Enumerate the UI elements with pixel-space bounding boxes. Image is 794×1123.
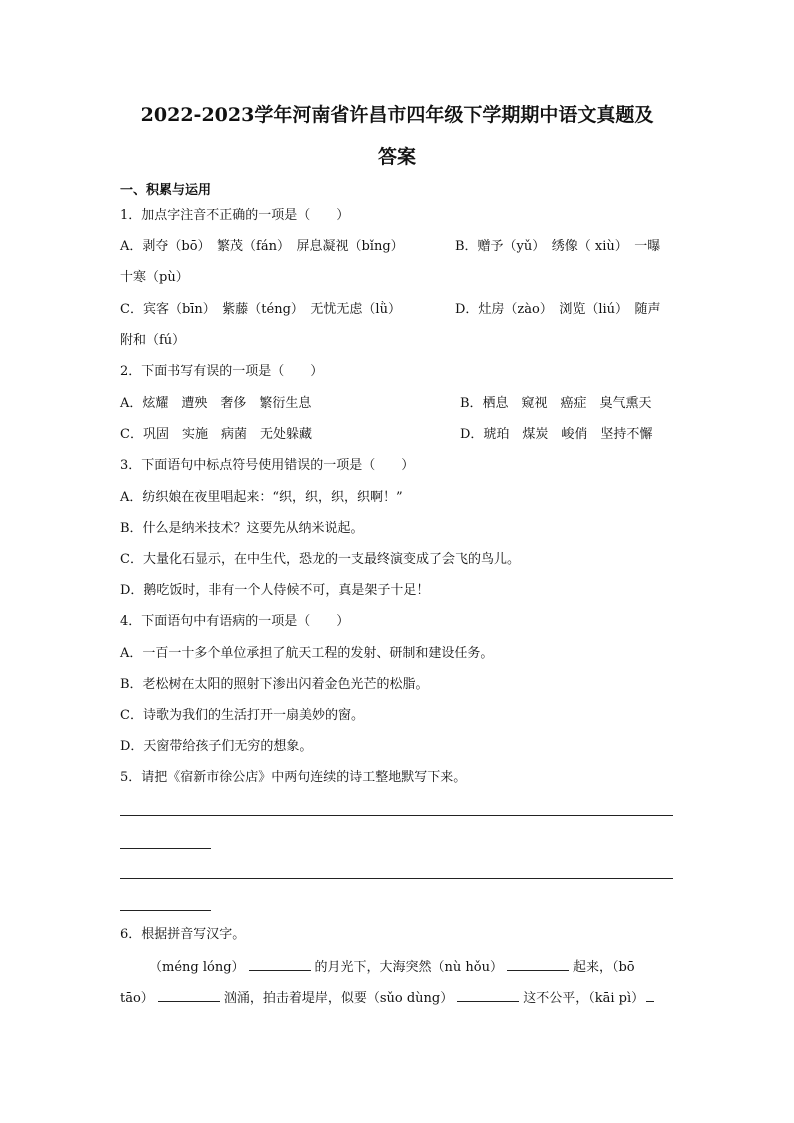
question-1-stem: 1．加点字注音不正确的一项是（ ） [120, 208, 350, 223]
question-3-option-b: B．什么是纳米技术？这要先从纳米说起。 [120, 521, 364, 536]
blank-4[interactable] [457, 987, 519, 1002]
question-2-option-d: D．琥珀 煤炭 峻俏 坚持不懈 [460, 427, 653, 442]
question-3-option-c: C．大量化石显示，在中生代，恐龙的一支最终演变成了会飞的鸟儿。 [120, 552, 520, 567]
question-2-option-a: A．炫耀 遭殃 奢侈 繁衍生息 [120, 396, 312, 411]
question-1-option-c: C．宾客（bīn） 紫藤（téng） 无忧无虑（lǜ） [120, 302, 401, 317]
question-1-option-d: D．灶房（zào） 浏览（liú） 随声 [455, 302, 661, 317]
blank-1[interactable] [249, 956, 311, 971]
question-4-option-b: B．老松树在太阳的照射下渗出闪着金色光芒的松脂。 [120, 677, 429, 692]
pinyin-menglong: （méng lóng） [149, 960, 245, 975]
question-6-passage-line-1 [149, 956, 635, 977]
question-1-option-d-continued: 附和（fú） [120, 333, 186, 348]
question-2-stem: 2．下面书写有误的一项是（ ） [120, 364, 324, 379]
answer-line-2[interactable] [120, 878, 673, 879]
answer-line-2-tail[interactable] [120, 910, 211, 911]
answer-line-1-tail[interactable] [120, 848, 211, 849]
passage-text-1: 的月光下，大海突然（nù hǒu） [314, 960, 503, 975]
passage-text-2: 起来，（bō [572, 960, 635, 975]
question-4-stem: 4．下面语句中有语病的一项是（ ） [120, 614, 350, 629]
document-title-line1: 2022-2023学年河南省许昌市四年级下学期期中语文真题及 [140, 104, 654, 126]
question-1-option-a: A．剥夺（bō） 繁茂（fán） 屏息凝视（bǐng） [120, 239, 404, 254]
question-4-option-c: C．诗歌为我们的生活打开一扇美妙的窗。 [120, 708, 364, 723]
question-3-option-a: A．纺织娘在夜里唱起来：“织，织，织，织啊！” [120, 490, 403, 505]
question-4-option-a: A．一百一十多个单位承担了航天工程的发射、研制和建设任务。 [120, 646, 494, 661]
blank-3[interactable] [158, 987, 220, 1002]
question-2-option-c: C．巩固 实施 病菌 无处躲藏 [120, 427, 312, 442]
passage-text-3: 汹涌，拍击着堤岸，似要（sǔo dùng） [223, 991, 454, 1006]
question-1-option-b-continued: 十寒（pù） [120, 270, 189, 285]
question-1-option-b: B．赠予（yǔ） 绣像（ xiù） 一曝 [455, 239, 661, 254]
passage-text-4: 这不公平，（kāi pì） [523, 991, 645, 1006]
question-4-option-d: D．天窗带给孩子们无穷的想象。 [120, 739, 313, 754]
question-2-option-b: B．栖息 窥视 癌症 臭气熏天 [460, 396, 652, 411]
question-3-option-d: D．鹅吃饭时，非有一个人侍候不可，真是架子十足！ [120, 583, 430, 598]
document-title-line2: 答案 [377, 146, 416, 168]
answer-line-1[interactable] [120, 815, 673, 816]
section-heading: 一、积累与运用 [120, 183, 212, 198]
question-5-stem: 5．请把《宿新市徐公店》中两句连续的诗工整地默写下来。 [120, 770, 467, 785]
blank-2[interactable] [507, 956, 569, 971]
question-6-passage-line-2 [120, 987, 654, 1008]
question-6-stem: 6．根据拼音写汉字。 [120, 927, 246, 942]
blank-5[interactable] [646, 987, 654, 1002]
pinyin-botao: tāo） [120, 991, 154, 1006]
question-3-stem: 3．下面语句中标点符号使用错误的一项是（ ） [120, 458, 415, 473]
